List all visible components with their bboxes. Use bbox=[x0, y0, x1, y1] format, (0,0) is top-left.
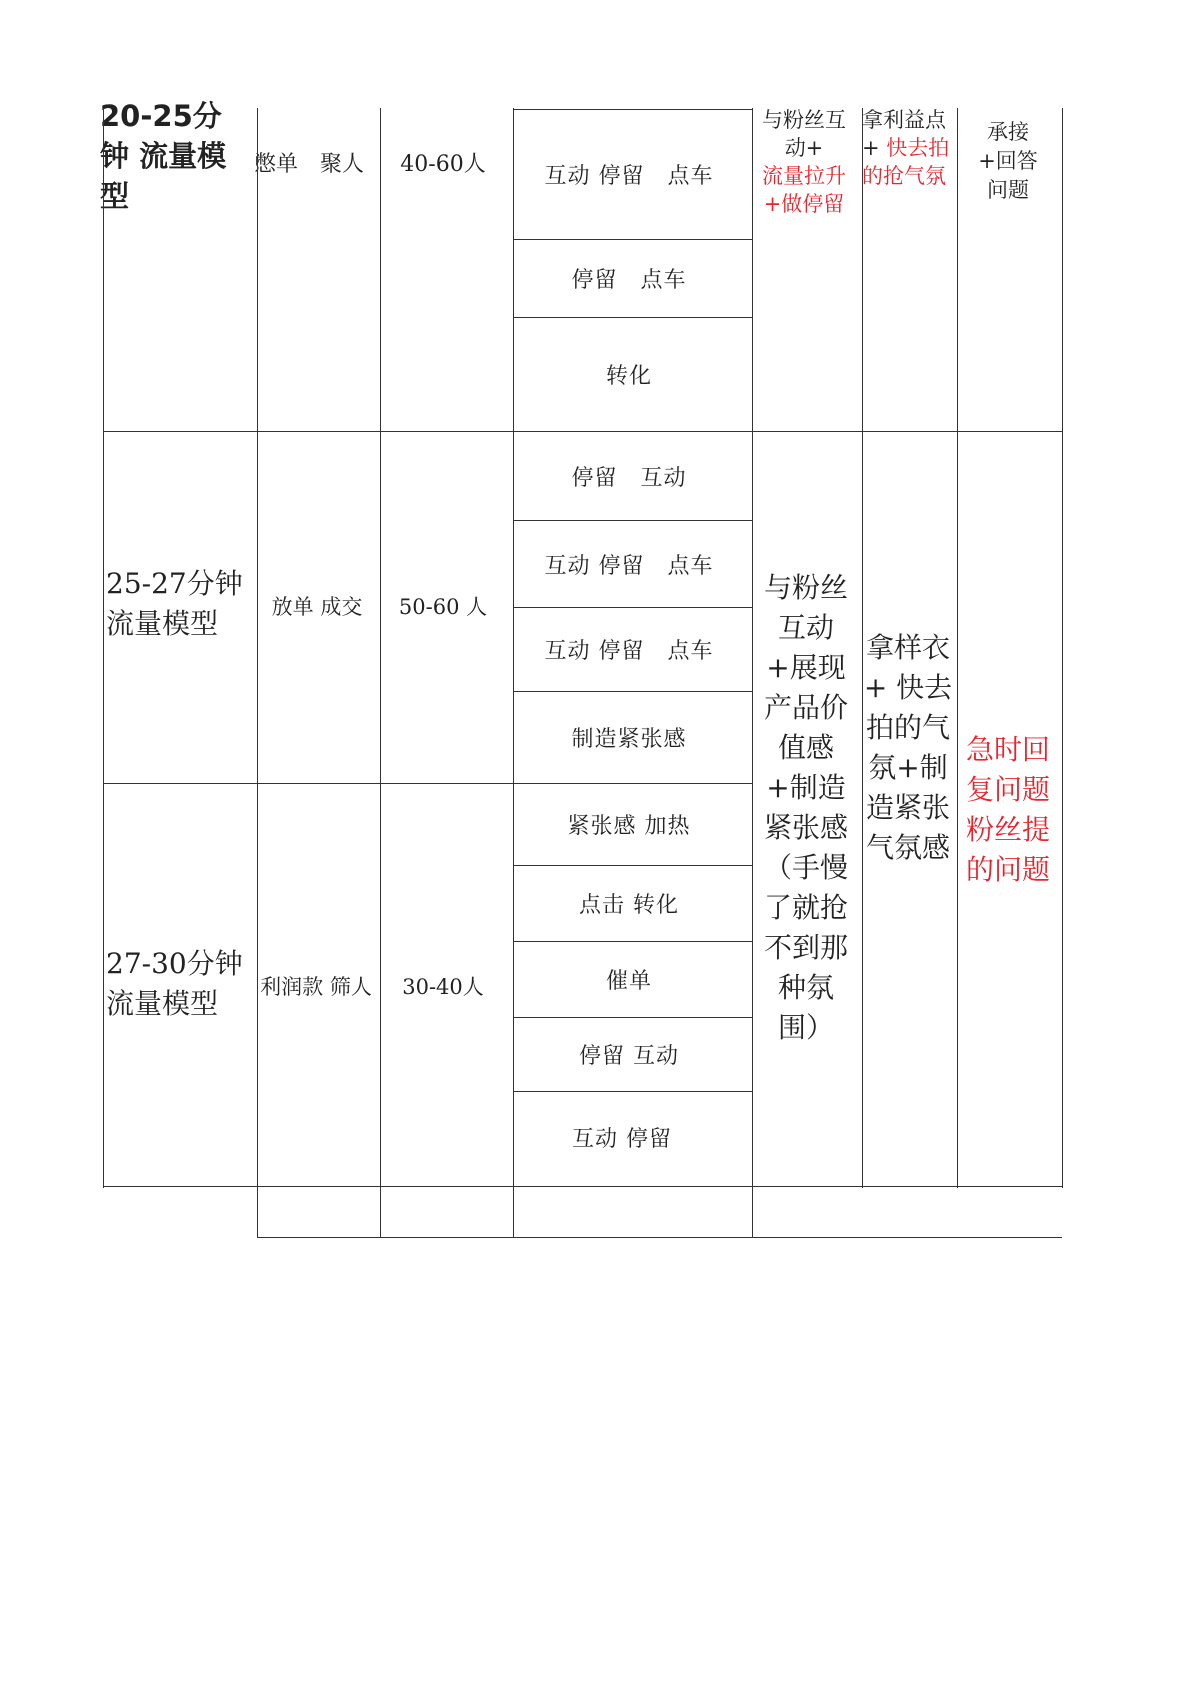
grid-line bbox=[103, 783, 752, 784]
grid-line bbox=[513, 607, 752, 608]
time-model-cell-3: 27-30分钟 流量模型 bbox=[106, 947, 243, 1020]
grid-line bbox=[513, 239, 752, 240]
people-cell-1: 40-60人 bbox=[400, 151, 486, 177]
strategy-cell-2: 放单 成交 bbox=[271, 595, 363, 619]
merged-response-cell: 急时回复问题粉丝提的问题 bbox=[965, 733, 1050, 886]
step-cell: 紧张感 加热 bbox=[567, 813, 691, 839]
grid-line bbox=[513, 109, 752, 110]
grid-line bbox=[513, 1091, 752, 1092]
step-cell: 停留 互动 bbox=[571, 465, 687, 491]
time-model-cell-1: 20-25分钟 流量模型 bbox=[100, 99, 227, 213]
step-cell: 互动 停留 bbox=[572, 1126, 672, 1152]
interaction-cell-1: 与粉丝互动+ 流量拉升+做停留 bbox=[762, 108, 846, 216]
grid-line bbox=[752, 108, 753, 1238]
grid-line bbox=[1062, 108, 1063, 1188]
grid-line bbox=[103, 1186, 1062, 1187]
grid-line bbox=[513, 1017, 752, 1018]
time-model-cell-2: 25-27分钟 流量模型 bbox=[106, 567, 243, 640]
grid-line bbox=[862, 108, 863, 1188]
step-cell: 互动 停留 点车 bbox=[544, 163, 714, 189]
grid-line bbox=[103, 431, 1062, 432]
grid-line bbox=[513, 941, 752, 942]
step-cell: 互动 停留 点车 bbox=[544, 553, 714, 579]
strategy-cell-3: 利润款 筛人 bbox=[260, 975, 372, 999]
grid-line bbox=[957, 108, 958, 1188]
step-cell: 停留 互动 bbox=[579, 1043, 679, 1069]
step-cell: 点击 转化 bbox=[579, 892, 679, 918]
people-cell-2: 50-60 人 bbox=[398, 595, 488, 619]
step-cell: 转化 bbox=[605, 363, 652, 389]
strategy-cell-1: 憋单 聚人 bbox=[254, 151, 365, 177]
grid-line bbox=[513, 520, 752, 521]
step-cell: 催单 bbox=[605, 968, 652, 994]
grid-line bbox=[380, 108, 381, 1238]
merged-interaction-cell: 与粉丝互动+展现产品价值感+制造紧张感（手慢了就抢不到那种氛围） bbox=[763, 571, 848, 1044]
grid-line bbox=[513, 691, 752, 692]
merged-sample-cell: 拿样衣 + 快去拍的气氛+制造紧张气氛感 bbox=[863, 631, 953, 864]
step-cell: 制造紧张感 bbox=[571, 726, 687, 752]
grid-line bbox=[513, 317, 752, 318]
sample-cell-1: 拿利益点 + 快去拍的抢气氛 bbox=[862, 108, 950, 188]
step-cell: 停留 点车 bbox=[571, 267, 687, 293]
grid-line bbox=[257, 1237, 1062, 1238]
response-cell-1: 承接+回答问题 bbox=[978, 120, 1038, 202]
people-cell-3: 30-40人 bbox=[402, 975, 484, 999]
grid-line bbox=[257, 108, 258, 1238]
step-cell: 互动 停留 点车 bbox=[544, 638, 714, 664]
grid-line bbox=[513, 108, 514, 1238]
grid-line bbox=[103, 108, 104, 1188]
grid-line bbox=[513, 865, 752, 866]
